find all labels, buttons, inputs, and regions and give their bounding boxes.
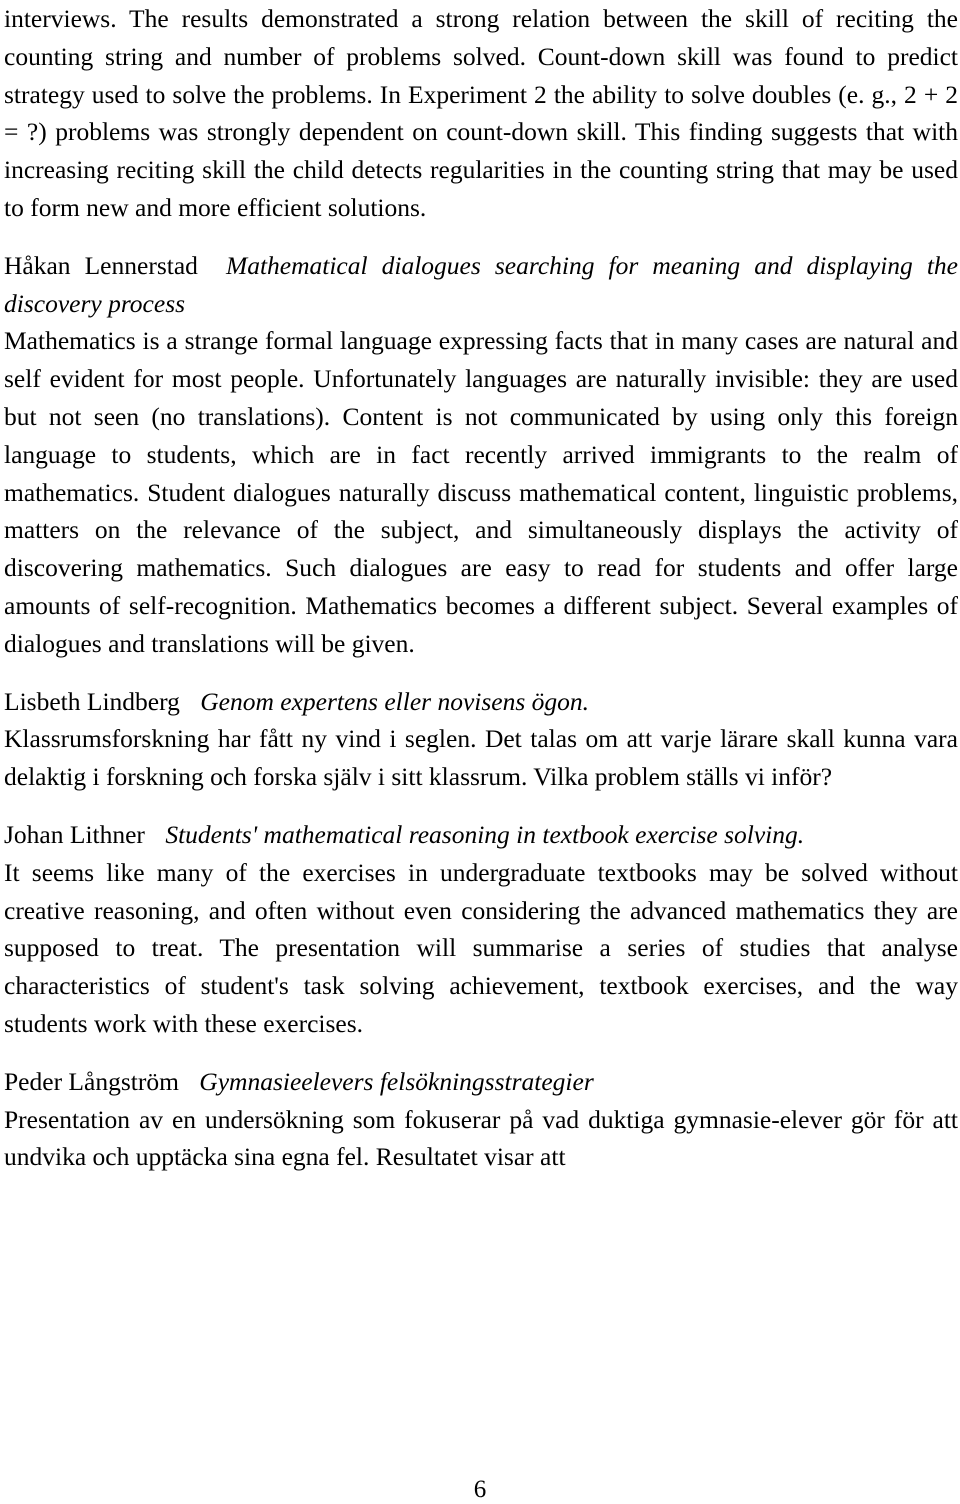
document-page [4,0,958,1176]
abstract-body: Presentation av en undersökning som fokuserar på vad duktiga gymnasie-elever gör för att undvika och upptäcka sina egna fel. Resultatet visar att [4,1104,958,1172]
abstract-author: Peder Långström [4,1066,179,1096]
abstract-lithner [4,816,958,1043]
page-number: 6 [473,1476,487,1503]
abstract-author: Johan Lithner [4,819,145,849]
abstract-title: Students' mathematical reasoning in textbook exercise solving. [165,819,805,849]
abstract-body: It seems like many of the exercises in undergraduate textbooks may be solved without creative reasoning, and often without even considering the advanced mathematics they are supposed to treat. The presentation will summarise a series of studies that analyse characteristics of student's task solving achievement, textbook exercises, and the way students work with these exercises. [4,857,958,1038]
abstract-author: Lisbeth Lindberg [4,686,180,716]
abstract-title: Gymnasieelevers felsökningsstrategier [199,1066,594,1096]
abstract-lindberg [4,683,958,796]
abstract-body: Mathematics is a strange formal language expressing facts that in many cases are natural and self evident for most people. Unfortunately languages are naturally invisible: they are used but not seen (no translations). Content is not communicated by using only this foreign language to students, which are in fact recently arrived immigrants to the realm of mathematics. Student dialogues naturally discuss mathematical content, linguistic problems, matters on the relevance of the subject, and simultaneously displays the activity of discovering mathematics. Such dialogues are easy to read for students and offer large amounts of self-recognition. Mathematics becomes a different subject. Several examples of dialogues and translations will be given. [4,326,958,658]
abstract-title: Genom expertens eller novisens ögon. [200,686,590,716]
abstract-title: Mathematical dialogues searching for meaning and displaying the discovery process [4,250,958,318]
abstract-author: Håkan Lennerstad [4,250,198,280]
abstract-lennerstad [4,247,958,663]
abstract-langstrom [4,1063,958,1176]
abstract-body: Klassrumsforskning har fått ny vind i seglen. Det talas om att varje lärare skall kunna vara delaktig i forskning och forska själv i sitt klassrum. Vilka problem ställs vi inför? [4,724,958,792]
intro-paragraph: interviews. The results demonstrated a strong relation between the skill of reciting the counting string and number of problems solved. Count-down skill was found to predict strategy used to solve the problems. In Experiment 2 the ability to solve doubles (e. g., 2 + 2 = ?) problems was strongly dependent on count-down skill. This finding suggests that with increasing reciting skill the child detects regularities in the counting string that may be used to form new and more efficient solutions. [4,4,958,222]
